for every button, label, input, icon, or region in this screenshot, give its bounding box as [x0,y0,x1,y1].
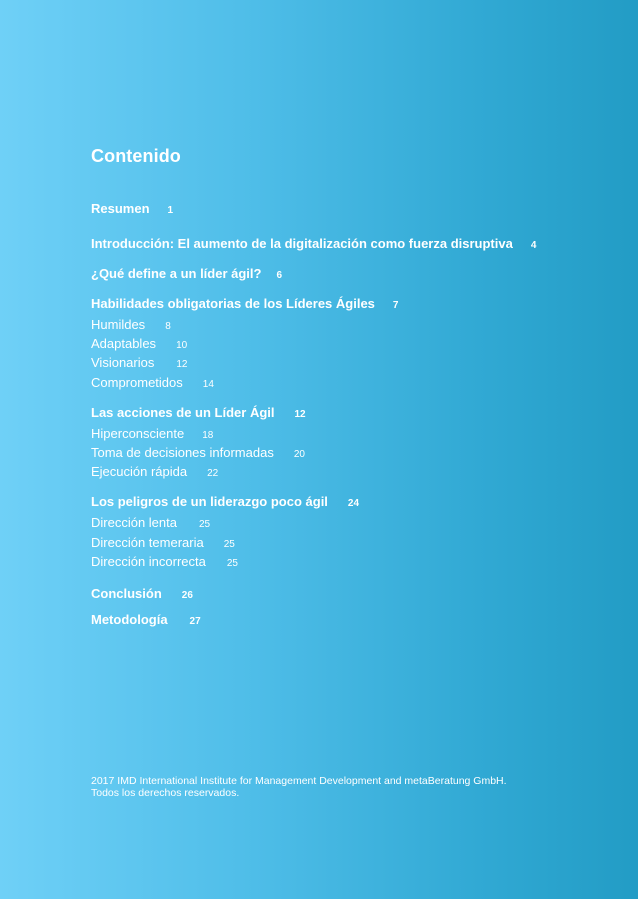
toc-entry-hiperconsciente[interactable] [91,426,213,441]
toc-entry-page: 27 [189,616,201,627]
toc-entry-label: ¿Qué define a un líder ágil? [91,266,262,281]
toc-entry-label: Conclusión [91,586,162,601]
toc-entry-page: 18 [202,430,214,441]
toc-entry-page: 12 [176,359,188,370]
toc-entry-label: Metodología [91,612,168,627]
toc-entry-metodologia[interactable] [91,612,201,627]
copyright-line: 2017 IMD International Institute for Management Development and metaBeratung GmbH. [91,775,507,787]
toc-entry-adaptables[interactable] [91,336,187,351]
toc-entry-label: Resumen [91,201,150,216]
toc-entry-label: Adaptables [91,336,157,351]
toc-entry-direccion-temeraria[interactable] [91,535,235,550]
toc-entry-toma-decisiones[interactable] [91,445,305,460]
toc-entry-page: 25 [223,539,235,550]
toc-entry-page: 6 [276,270,283,281]
copyright-notice [91,775,551,799]
toc-entry-label: Visionarios [91,355,155,370]
toc-entry-label: Dirección incorrecta [91,554,206,569]
toc-entry-direccion-lenta[interactable] [91,515,210,530]
toc-entry-acciones[interactable] [91,405,306,420]
toc-entry-page: 7 [392,300,399,311]
toc-entry-page: 22 [207,468,219,479]
toc-entry-label: Comprometidos [91,375,183,390]
toc-entry-label: Humildes [91,317,146,332]
toc-entry-introduccion[interactable] [91,236,536,251]
toc-entry-page: 26 [181,590,193,601]
page-bottom-edge [0,899,638,903]
toc-entry-page: 1 [167,205,174,216]
toc-entry-page: 25 [226,558,238,569]
toc-entry-label: Los peligros de un liderazgo poco ágil [91,494,328,509]
rights-line: Todos los derechos reservados. [91,787,240,799]
toc-entry-direccion-incorrecta[interactable] [91,554,238,569]
toc-entry-ejecucion[interactable] [91,464,218,479]
toc-entry-page: 25 [199,519,211,530]
toc-entry-label: Dirección lenta [91,515,177,530]
toc-title: Contenido [91,146,181,166]
toc-entry-page: 14 [202,379,214,390]
toc-entry-peligros[interactable] [91,494,359,509]
toc-entry-habilidades[interactable] [91,296,398,311]
toc-entry-comprometidos[interactable] [91,375,214,390]
toc-entry-label: Hiperconsciente [91,426,185,441]
toc-entry-page: 8 [165,321,171,332]
toc-entry-label: Las acciones de un Líder Ágil [91,405,275,420]
toc-entry-visionarios[interactable] [91,355,187,370]
toc-entry-page: 12 [294,409,306,420]
toc-entry-label: Toma de decisiones informadas [91,445,274,460]
toc-entry-que-define[interactable] [91,266,282,281]
toc-entry-page: 4 [530,240,537,251]
toc-entry-page: 24 [347,498,360,509]
toc-entry-label: Introducción: El aumento de la digitalización como fuerza disruptiva [91,236,513,251]
toc-entry-conclusion[interactable] [91,586,193,601]
toc-entry-resumen[interactable] [91,201,173,216]
toc-entry-label: Ejecución rápida [91,464,188,479]
toc-entry-humildes[interactable] [91,317,171,332]
toc-entry-page: 20 [293,449,305,460]
toc-entry-label: Dirección temeraria [91,535,204,550]
toc-entry-page: 10 [176,340,188,351]
toc-entry-label: Habilidades obligatorias de los Líderes Ágiles [91,296,375,311]
